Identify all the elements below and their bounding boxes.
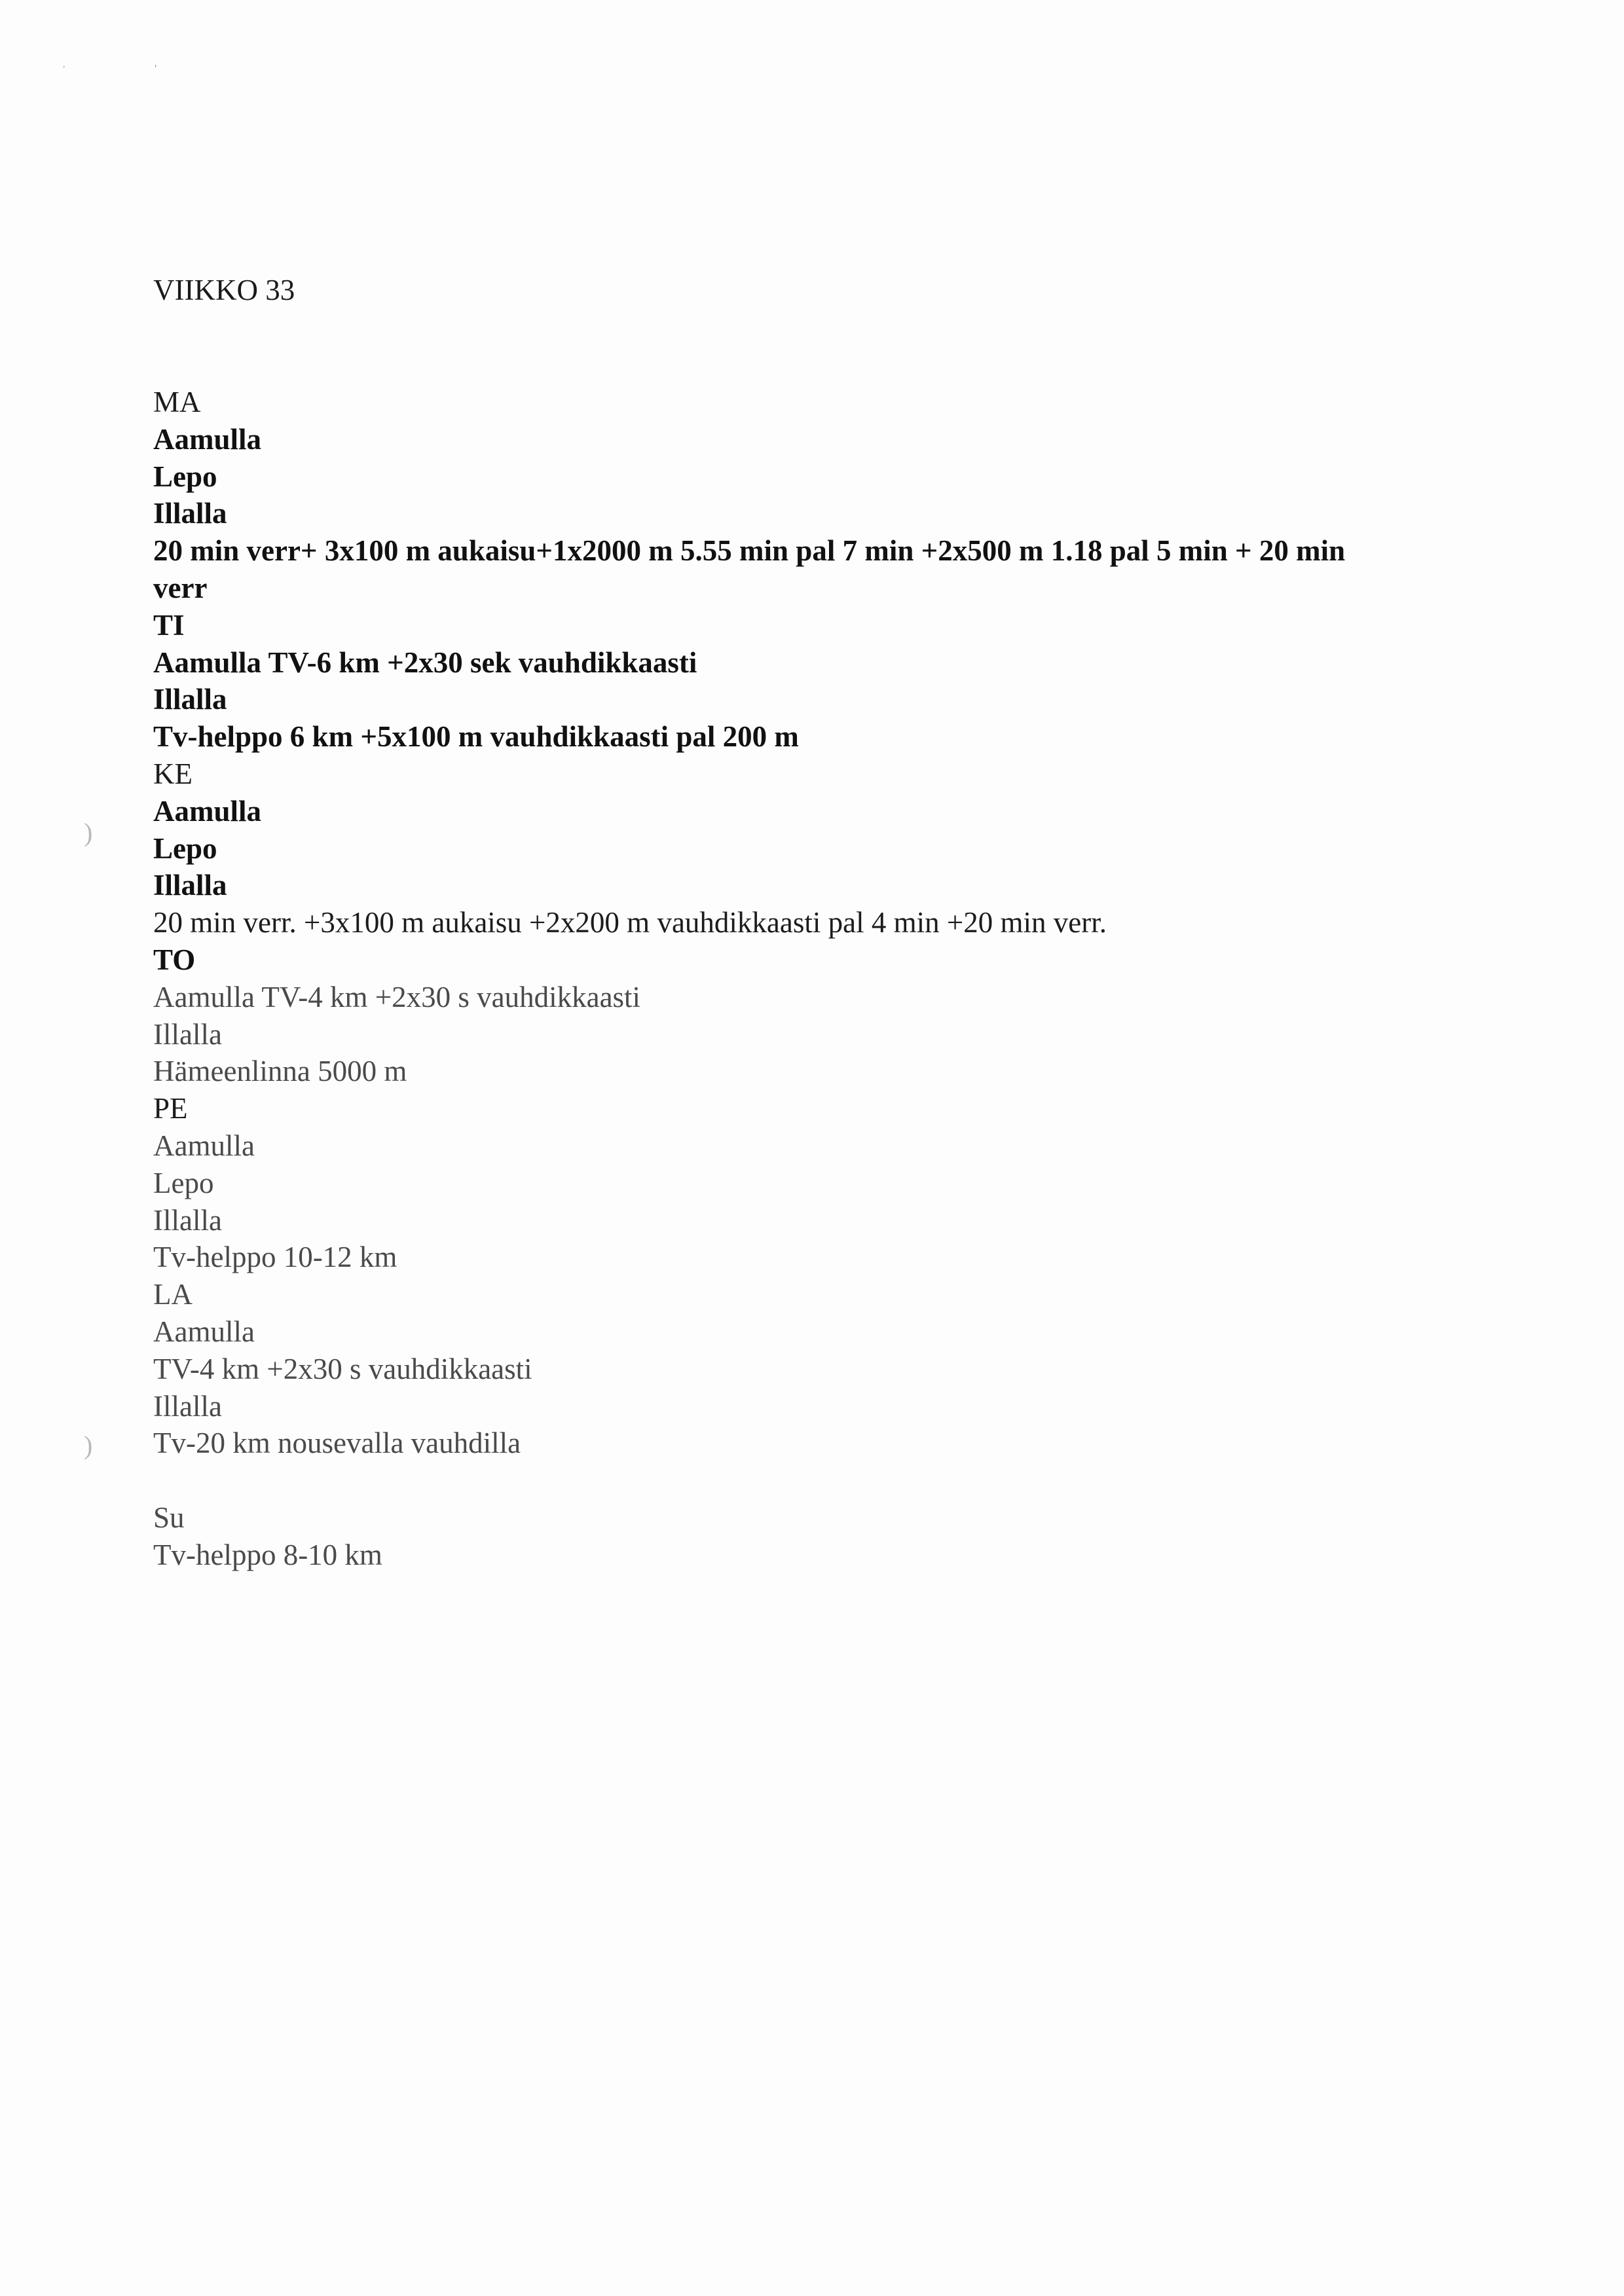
day-heading-ke: KE: [153, 757, 193, 790]
margin-mark: ): [84, 818, 93, 847]
session-label: Illalla: [153, 683, 227, 716]
session-detail-continued: verr: [153, 571, 208, 604]
session-detail: Aamulla TV-4 km +2x30 s vauhdikkaasti: [153, 980, 641, 1013]
session-detail: Hämeenlinna 5000 m: [153, 1055, 407, 1088]
margin-mark: ': [155, 62, 157, 75]
session-detail: Aamulla TV-6 km +2x30 sek vauhdikkaasti: [153, 646, 697, 679]
session-detail: 20 min verr+ 3x100 m aukaisu+1x2000 m 5.55 min pal 7 min +2x500 m 1.18 pal 5 min + 20 min: [153, 534, 1346, 568]
day-heading-ma: MA: [153, 386, 201, 418]
margin-mark: ): [84, 1430, 93, 1460]
session-detail: TV-4 km +2x30 s vauhdikkaasti: [153, 1352, 532, 1385]
session-detail: 20 min verr. +3x100 m aukaisu +2x200 m vauhdikkaasti pal 4 min +20 min verr.: [153, 906, 1107, 939]
session-detail: Lepo: [153, 1166, 214, 1199]
session-label: Aamulla: [153, 1129, 255, 1162]
session-label: Illalla: [153, 497, 227, 530]
session-label: Aamulla: [153, 794, 262, 828]
session-label: Illalla: [153, 1389, 222, 1423]
margin-mark: ,: [63, 60, 65, 69]
day-heading-ti: TI: [153, 608, 185, 642]
session-label: Aamulla: [153, 1315, 255, 1348]
session-label: Illalla: [153, 1017, 222, 1051]
day-heading-to: TO: [153, 943, 196, 976]
day-heading-pe: PE: [153, 1092, 188, 1125]
session-label: Illalla: [153, 869, 227, 902]
session-label: Illalla: [153, 1203, 222, 1237]
session-detail: Lepo: [153, 831, 217, 865]
session-detail: Tv-helppo 10-12 km: [153, 1241, 397, 1274]
session-detail: Tv-helppo 8-10 km: [153, 1538, 382, 1571]
day-heading-su: Su: [153, 1501, 185, 1534]
day-heading-la: LA: [153, 1278, 193, 1311]
training-schedule: [153, 384, 1541, 1574]
session-detail: Tv-helppo 6 km +5x100 m vauhdikkaasti pal 200 m: [153, 720, 799, 754]
session-detail: Tv-20 km nousevalla vauhdilla: [153, 1427, 521, 1460]
session-label: Aamulla: [153, 422, 262, 456]
session-detail: Lepo: [153, 460, 217, 493]
blank-line: [153, 1462, 1541, 1499]
week-title: VIIKKO 33: [153, 274, 295, 306]
